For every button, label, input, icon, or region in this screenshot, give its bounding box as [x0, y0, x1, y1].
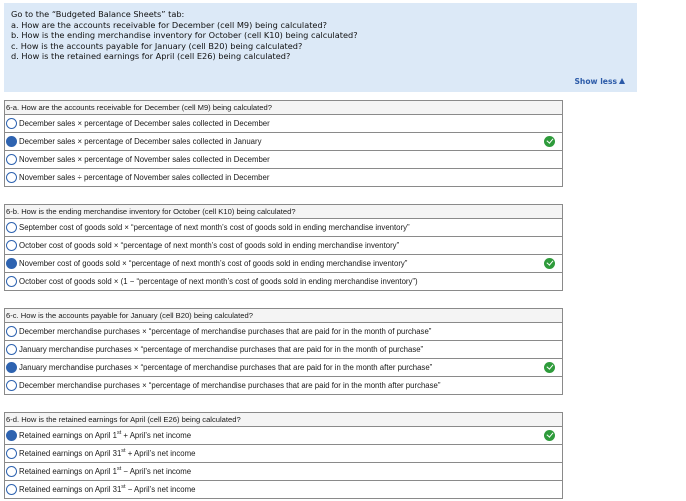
label-text: − April’s net income [121, 467, 192, 476]
answer-option[interactable] [5, 133, 562, 151]
radio-unselected-icon[interactable] [6, 276, 17, 287]
answer-option-label: October cost of goods sold × “percentage of next month’s cost of goods sold in ending merchandise inventory” [19, 241, 400, 250]
radio-selected-icon[interactable] [6, 258, 17, 269]
answer-option-label: November sales ÷ percentage of November sales collected in December [19, 173, 270, 182]
answer-option[interactable] [5, 115, 562, 133]
check-circle-icon [544, 362, 555, 373]
answer-option[interactable] [5, 445, 562, 463]
answer-option-label: January merchandise purchases × “percentage of merchandise purchases that are paid for in the month after purchase” [19, 363, 433, 372]
radio-unselected-icon[interactable] [6, 380, 17, 391]
answer-option-label [19, 463, 191, 480]
radio-unselected-icon[interactable] [6, 448, 17, 459]
label-ordinal: st [116, 466, 122, 472]
answer-option[interactable] [5, 341, 562, 359]
radio-selected-icon[interactable] [6, 362, 17, 373]
radio-selected-icon[interactable] [6, 136, 17, 147]
answer-option[interactable] [5, 219, 562, 237]
question-6c [4, 308, 563, 395]
answer-option-label: November sales × percentage of November sales collected in December [19, 155, 270, 164]
answer-option-label [19, 427, 191, 444]
answer-option[interactable] [5, 377, 562, 394]
label-text: Retained earnings on April 1 [19, 467, 117, 476]
label-text: Retained earnings on April 31 [19, 449, 122, 458]
radio-unselected-icon[interactable] [6, 326, 17, 337]
radio-unselected-icon[interactable] [6, 172, 17, 183]
radio-unselected-icon[interactable] [6, 154, 17, 165]
label-text: + April’s net income [121, 431, 192, 440]
radio-unselected-icon[interactable] [6, 344, 17, 355]
instructions-item-a: a. How are the accounts receivable for December (cell M9) being calculated? [11, 19, 328, 30]
question-6a [4, 100, 563, 187]
instructions-item-c: c. How is the accounts payable for January (cell B20) being calculated? [11, 40, 303, 51]
question-6d [4, 412, 563, 499]
answer-option-label: December merchandise purchases × “percentage of merchandise purchases that are paid for in the month of purchase” [19, 327, 432, 336]
answer-option-label: October cost of goods sold × (1 − “percentage of next month’s cost of goods sold in ending merchandise inventory”) [19, 277, 418, 286]
show-less-toggle[interactable] [574, 77, 625, 86]
label-ordinal: st [121, 448, 126, 454]
instructions-item-d: d. How is the retained earnings for April (cell E26) being calculated? [11, 51, 291, 62]
answer-option[interactable] [5, 151, 562, 169]
answer-option[interactable] [5, 359, 562, 377]
instructions-intro: Go to the “Budgeted Balance Sheets” tab: [11, 9, 185, 19]
answer-option-label: December sales × percentage of December sales collected in December [19, 119, 270, 128]
answer-option[interactable] [5, 255, 562, 273]
answer-option[interactable] [5, 481, 562, 498]
question-header: 6-a. How are the accounts receivable for December (cell M9) being calculated? [5, 101, 562, 115]
radio-unselected-icon[interactable] [6, 240, 17, 251]
label-text: + April’s net income [125, 449, 196, 458]
answer-option-label: September cost of goods sold × “percentage of next month’s cost of goods sold in ending merchandise inventory” [19, 223, 410, 232]
radio-unselected-icon[interactable] [6, 484, 17, 495]
label-text: Retained earnings on April 1 [19, 431, 117, 440]
radio-unselected-icon[interactable] [6, 118, 17, 129]
answer-option-label: January merchandise purchases × “percentage of merchandise purchases that are paid for in the month of purchase” [19, 345, 424, 354]
question-header: 6-b. How is the ending merchandise inventory for October (cell K10) being calculated? [5, 205, 562, 219]
radio-unselected-icon[interactable] [6, 466, 17, 477]
radio-selected-icon[interactable] [6, 430, 17, 441]
label-text: − April’s net income [125, 485, 196, 494]
answer-option[interactable] [5, 273, 562, 290]
answer-option[interactable] [5, 427, 562, 445]
answer-option-label: December merchandise purchases × “percentage of merchandise purchases that are paid for in the month after purchase” [19, 381, 441, 390]
answer-option[interactable] [5, 237, 562, 255]
answer-option[interactable] [5, 323, 562, 341]
question-header: 6-c. How is the accounts payable for January (cell B20) being calculated? [5, 309, 562, 323]
check-circle-icon [544, 430, 555, 441]
label-ordinal: st [121, 484, 126, 490]
answer-option[interactable] [5, 463, 562, 481]
question-header: 6-d. How is the retained earnings for April (cell E26) being calculated? [5, 413, 562, 427]
triangle-up-icon [619, 78, 625, 84]
answer-option-label: December sales × percentage of December sales collected in January [19, 137, 262, 146]
check-circle-icon [544, 258, 555, 269]
instructions-item-b: b. How is the ending merchandise inventory for October (cell K10) being calculated? [11, 30, 358, 41]
radio-unselected-icon[interactable] [6, 222, 17, 233]
label-ordinal: st [116, 430, 122, 436]
answer-option-label [19, 481, 195, 498]
instructions-panel [4, 3, 637, 92]
answer-option[interactable] [5, 169, 562, 186]
label-text: Retained earnings on April 31 [19, 485, 122, 494]
show-less-label[interactable]: Show less [574, 77, 617, 86]
question-6b [4, 204, 563, 291]
answer-option-label [19, 445, 195, 462]
answer-option-label: November cost of goods sold × “percentage of next month’s cost of goods sold in ending merchandise inventory” [19, 259, 408, 268]
check-circle-icon [544, 136, 555, 147]
